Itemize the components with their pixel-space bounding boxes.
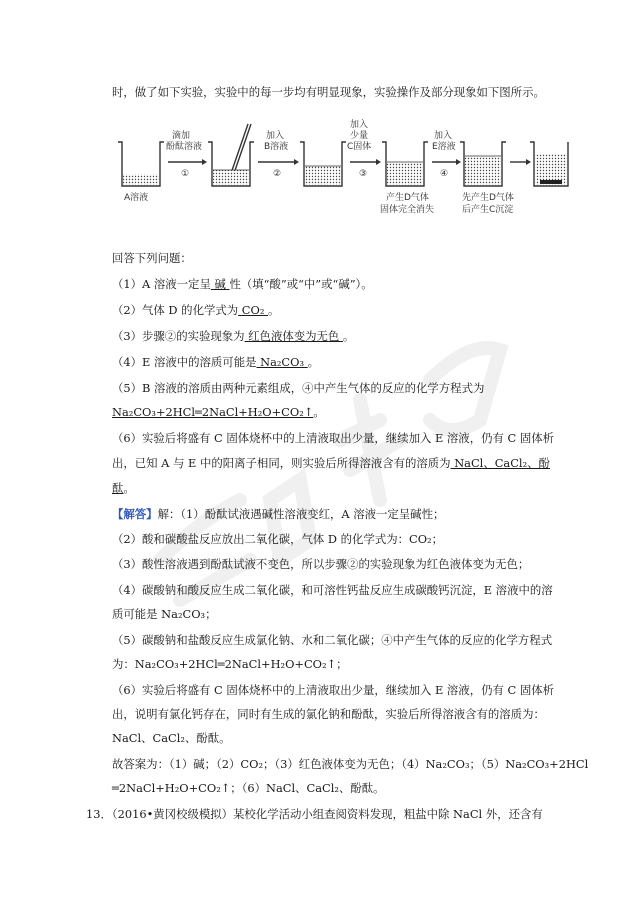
question-header: 回答下列问题：: [112, 251, 192, 265]
solution-6c: NaCl、CaCl₂、酚酞。: [112, 731, 231, 745]
step1-num: ①: [181, 169, 190, 179]
solution-4a: （4）碳酸钠和酸反应生成二氧化碳，和可溶性钙盐反应生成碳酸钙沉淀，E 溶液中的溶: [112, 583, 553, 597]
q1-answer: 碱: [210, 277, 230, 291]
q6-line2: 出，已知 A 与 E 中的阳离子相同，则实验后所得溶液含有的溶质为 NaCl、CaCl₂、酚: [112, 456, 550, 470]
q5-answer: Na₂CO₃+2HCl═2NaCl+H₂O+CO₂↑: [112, 405, 314, 419]
step2-label-2: B溶液: [264, 142, 289, 152]
step1-label-1: 滴加: [172, 131, 191, 141]
beaker5-label-2: 后产生C沉淀: [462, 205, 514, 215]
q6-line1: （6）实验后将盛有 C 固体烧杯中的上清液取出少量，继续加入 E 溶液，仍有 C 固体析: [112, 431, 555, 445]
intro-text: 时，做了如下实验，实验中的每一步均有明显现象，实验操作及部分现象如下图所示。: [112, 85, 545, 99]
solution-1: 【解答】解：（1）酚酞试液遇碱性溶液变红，A 溶液一定呈碱性；: [112, 507, 445, 521]
solution-tag: 【解答】: [112, 507, 158, 521]
step3-num: ③: [359, 169, 368, 179]
q4: （4）E 溶液中的溶质可能是 Na₂CO₃ 。: [112, 355, 320, 369]
q5-line1: （5）B 溶液的溶质由两种元素组成，④中产生气体的反应的化学方程式为: [112, 381, 485, 395]
q4-answer: Na₂CO₃: [256, 355, 308, 369]
solution-5b: 为：Na₂CO₃+2HCl═2NaCl+H₂O+CO₂↑；: [112, 657, 348, 671]
step2-num: ②: [273, 169, 282, 179]
beaker4-label-1: 产生D气体: [386, 193, 429, 203]
solution-5a: （5）碳酸钠和盐酸反应生成氯化钠、水和二氧化碳；④中产生气体的反应的化学方程式: [112, 633, 553, 647]
q5-line2: Na₂CO₃+2HCl═2NaCl+H₂O+CO₂↑。: [112, 405, 325, 419]
step4-label-1: 加入: [434, 131, 453, 141]
q2-answer: CO₂: [238, 303, 269, 317]
step4-label-2: E溶液: [432, 142, 456, 152]
solution-4b: 质可能是 Na₂CO₃；: [112, 607, 217, 621]
q3: （3）步骤②的实验现象为 红色液体变为无色 。: [112, 329, 355, 343]
step3-label-3: C固体: [347, 142, 372, 152]
experiment-diagram: [110, 118, 570, 230]
q6-answer: NaCl、CaCl₂、酚: [450, 456, 550, 470]
solution-6b: 出，说明有氯化钙存在，同时有生成的氯化钠和酚酞，实验后所得溶液含有的溶质为：: [112, 707, 545, 721]
step1-label-2: 酚酞溶液: [166, 142, 203, 152]
beaker4-label-2: 固体完全消失: [380, 205, 435, 215]
step2-label-1: 加入: [266, 131, 285, 141]
step3-label-1: 加入: [350, 120, 369, 130]
beaker5-label-1: 先产生D气体: [462, 193, 514, 203]
label-a-solution: A溶液: [124, 193, 149, 203]
q3-answer: 红色液体变为无色: [244, 329, 343, 343]
answer-summary-2: ═2NaCl+H₂O+CO₂↑；（6）NaCl、CaCl₂、酚酞。: [112, 781, 385, 795]
solution-6a: （6）实验后将盛有 C 固体烧杯中的上清液取出少量，继续加入 E 溶液，仍有 C 固体析: [112, 683, 555, 697]
solution-2: （2）酸和碳酸盐反应放出二氧化碳，气体 D 的化学式为：CO₂；: [112, 532, 444, 546]
answer-summary-1: 故答案为：（1）碱；（2）CO₂；（3）红色液体变为无色；（4）Na₂CO₃；（5）Na₂CO₃+2HCl: [112, 757, 589, 771]
step3-label-2: 少量: [350, 131, 369, 141]
step4-num: ④: [440, 169, 449, 179]
question-13: 13．（2016•黄冈校级模拟）某校化学活动小组查阅资料发现，粗盐中除 NaCl 外，还含有: [86, 807, 543, 821]
solution-3: （3）酸性溶液遇到酚酞试液不变色，所以步骤②的实验现象为红色液体变为无色；: [112, 557, 530, 571]
q6-line3: 酞。: [112, 481, 135, 495]
q1: （1）A 溶液一定呈 碱 性（填“酸”或“中”或“碱”）。: [112, 277, 373, 291]
q2: （2）气体 D 的化学式为 CO₂ 。: [112, 303, 280, 317]
